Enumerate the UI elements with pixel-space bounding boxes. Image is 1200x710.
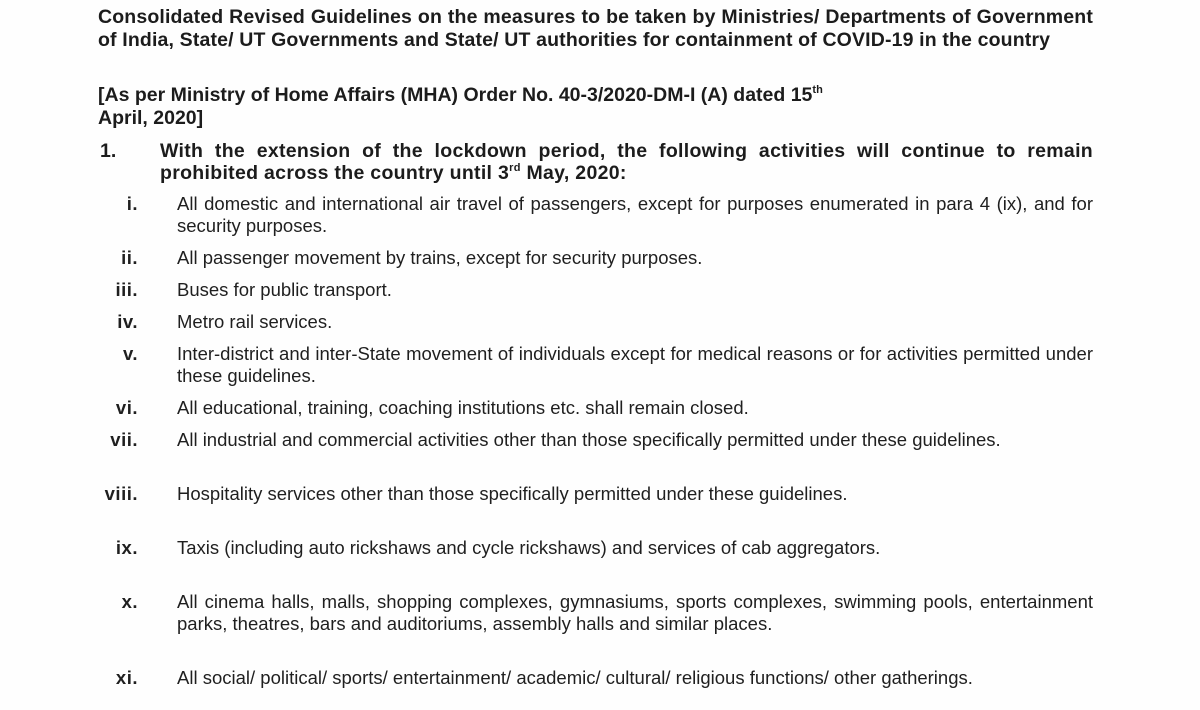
list-item: [80, 279, 1093, 301]
list-item-text: Taxis (including auto rickshaws and cycle rickshaws) and services of cab aggregators.: [177, 537, 881, 558]
list-item-text: Hospitality services other than those specifically permitted under these guidelines.: [177, 483, 848, 504]
list-item-marker: xi.: [115, 667, 138, 688]
list-item-text: Metro rail services.: [177, 311, 333, 332]
order-reference-text: [As per Ministry of Home Affairs (MHA) Order No. 40-3/2020-DM-I (A) dated 15: [98, 84, 813, 106]
list-item: [80, 483, 1093, 505]
list-item-text: All educational, training, coaching institutions etc. shall remain closed.: [177, 397, 749, 418]
list-item-marker: v.: [122, 343, 138, 364]
list-item: [80, 247, 1093, 269]
list-item-marker: iii.: [115, 279, 138, 300]
list-item-text: Buses for public transport.: [177, 279, 392, 300]
list-item-text: Inter-district and inter-State movement of individuals except for medical reasons or for activities permitted under these guidelines.: [177, 343, 1093, 386]
list-item-marker: ix.: [115, 537, 138, 558]
list-item-text: All cinema halls, malls, shopping complexes, gymnasiums, sports complexes, swimming pools, entertainment parks, theatres, bars and auditoriums, assembly halls and similar places.: [177, 591, 1093, 634]
list-item: [80, 343, 1093, 387]
paragraph-number: 1.: [100, 140, 117, 162]
list-item-marker: ii.: [121, 247, 138, 268]
paragraph-1: [100, 140, 1093, 184]
list-item-marker: x.: [121, 591, 138, 612]
paragraph-superscript: rd: [509, 162, 521, 174]
list-item-marker: viii.: [104, 483, 138, 504]
list-item-marker: iv.: [117, 311, 138, 332]
order-reference: [98, 84, 1093, 130]
paragraph-text-main: With the extension of the lockdown period, the following activities will continue to remain prohibited across the country until 3: [160, 140, 1093, 184]
list-item: [80, 397, 1093, 419]
list-item: [80, 429, 1093, 451]
list-item-text: All passenger movement by trains, except for security purposes.: [177, 247, 703, 268]
order-reference-superscript: th: [812, 84, 823, 96]
list-item-text: All domestic and international air travel of passengers, except for purposes enumerated in para 4 (ix), and for security purposes.: [177, 193, 1093, 236]
document-title: Consolidated Revised Guidelines on the measures to be taken by Ministries/ Departments of Government of India, State/ UT Governments and State/ UT authorities for containment of COVID-19 in the country: [98, 6, 1093, 51]
list-item-text: All industrial and commercial activities other than those specifically permitted under these guidelines.: [177, 429, 1001, 450]
order-reference-date: April, 2020]: [98, 107, 204, 129]
paragraph-text: [160, 140, 1093, 184]
list-item-marker: vi.: [115, 397, 138, 418]
list-item: [80, 311, 1093, 333]
list-item-text: All social/ political/ sports/ entertainment/ academic/ cultural/ religious functions/ other gatherings.: [177, 667, 973, 688]
list-item-marker: vii.: [110, 429, 138, 450]
list-item: [80, 667, 1093, 689]
list-item: [80, 193, 1093, 237]
list-item: [80, 537, 1093, 559]
paragraph-text-end: May, 2020:: [520, 162, 627, 184]
list-item: [80, 591, 1093, 635]
list-item-marker: i.: [126, 193, 138, 214]
